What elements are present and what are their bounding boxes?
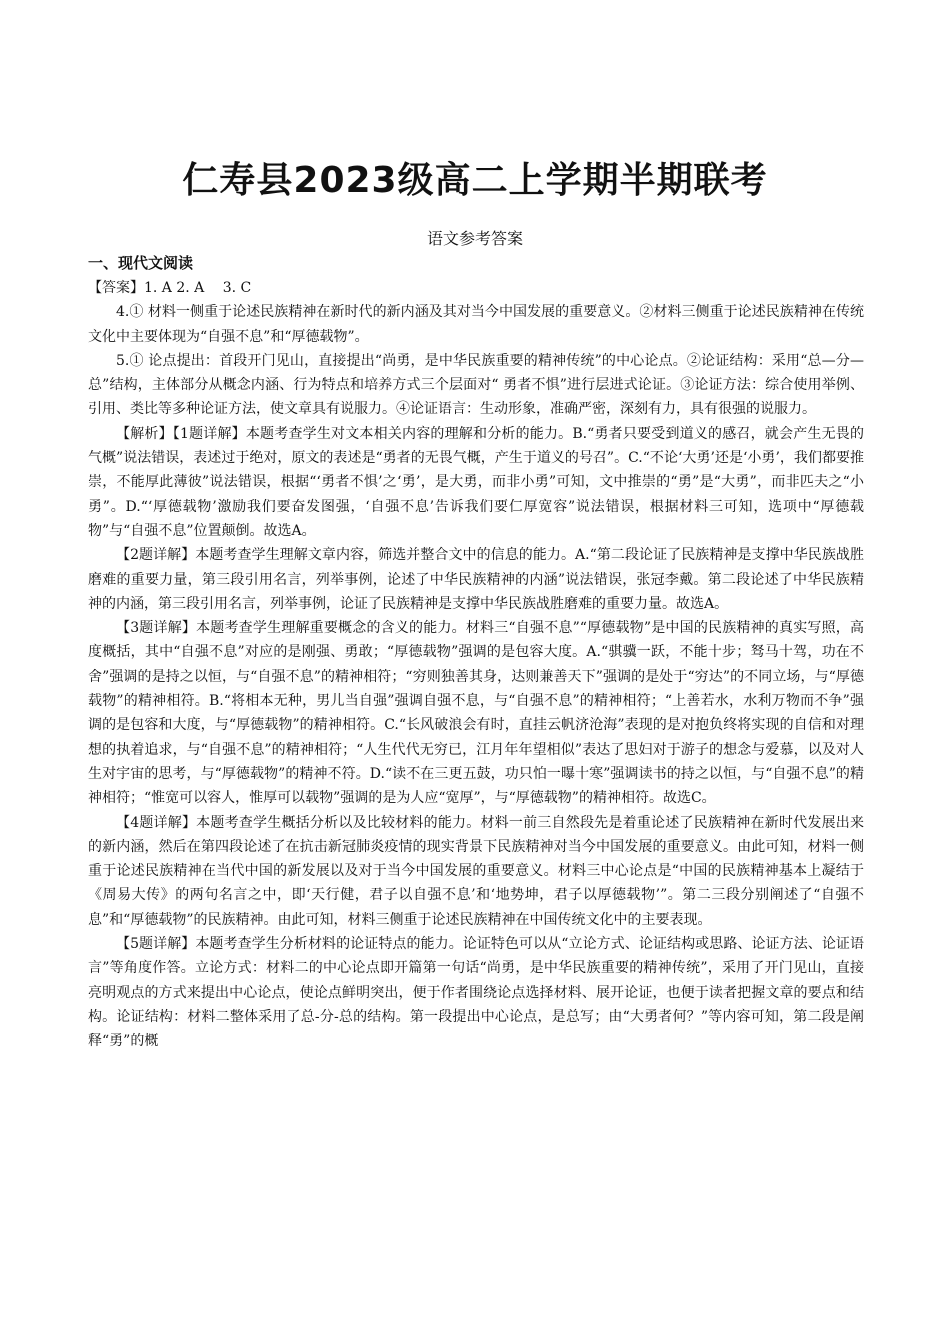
section-heading: 一、现代文阅读 xyxy=(88,254,194,272)
document-title: 仁寿县2023级高二上学期半期联考 xyxy=(182,160,768,201)
paragraph: 【3题详解】本题考查学生理解重要概念的含义的能力。材料三“自强不息”“厚德载物”是中国的民族精神的真实写照，高度概括，其中“自强不息”对应的是刚强、勇敢；“厚德载物”强调的是包容大度。A.“骐骥一跃，不能十步；驽马十驾，功在不舍”强调的是持之以恒，与“自强不息”的精神相符；“穷则独善其身，达则兼善天下”强调的是处于“穷达”的不同立场，与“厚德载物”的精神相符。B.“将相本无种，男儿当自强”强调自强不息，与“自强不息”的精神相符；“上善若水，水利万物而不争”强调的是包容和大度，与“厚德载物”的精神相符。C.“长风破浪会有时，直挂云帆济沧海”表现的是对抱负终将实现的自信和对理想的执着追求，与“自强不息”的精神相符；“人生代代无穷已，江月年年望相似”表达了思妇对于游子的想念与爱慕，以及对人生对宇宙的思考，与“厚德载物”的精神不符。D.“读不在三更五鼓，功只怕一曝十寒”强调读书的持之以恒，与“自强不息”的精神相符；“惟宽可以容人，惟厚可以载物”强调的是为人应“宽厚”，与“厚德载物”的精神相符。故选C。 xyxy=(88,620,864,807)
paragraph: 4.① 材料一侧重于论述民族精神在新时代的新内涵及其对当今中国发展的重要意义。②材料三侧重于论述民族精神在传统文化中主要体现为“自强不息”和“厚德载物”。 xyxy=(88,304,864,345)
document-body xyxy=(88,276,864,1054)
paragraph: 【解析】【1题详解】本题考查学生对文本相关内容的理解和分析的能力。B.“勇者只要受到道义的感召，就会产生无畏的气概”说法错误，表述过于绝对，原文的表述是“勇者的无畏气概，产生于道义的号召”。C.“不论‘大勇’还是‘小勇’，我们都要推崇，不能厚此薄彼”说法错误，根据“‘勇者不惧’之‘勇’，是大勇，而非小勇”可知，文中推崇的“勇”是“大勇”，而非匹夫之“小勇”。D.“‘厚德载物’激励我们要奋发图强，‘自强不息’告诉我们要仁厚宽容”说法错误，根据材料三可知，选项中“厚德载物”与“自强不息”位置颠倒。故选A。 xyxy=(88,425,864,539)
paragraph: 【4题详解】本题考查学生概括分析以及比较材料的能力。材料一前三自然段先是着重论述了民族精神在新时代发展出来的新内涵，然后在第四段论述了在抗击新冠肺炎疫情的现实背景下民族精神对当今中国发展的重要意义。由此可知，材料一侧重于论述民族精神在当代中国的新发展以及对于当今中国发展的重要意义。材料三中心论点是“中国的民族精神基本上凝结于《周易大传》的两句名言之中，即‘天行健，君子以自强不息’和‘地势坤，君子以厚德载物’”。第二三段分别阐述了“自强不息”和“厚德载物”的民族精神。由此可知，材料三侧重于论述民族精神在中国传统文化中的主要表现。 xyxy=(88,814,864,928)
paragraph: 【2题详解】本题考查学生理解文章内容，筛选并整合文中的信息的能力。A.“第二段论证了民族精神是支撑中华民族战胜磨难的重要力量，第三段引用名言，列举事例，论述了中华民族精神的内涵”说法错误，张冠李戴。第二段论述了中华民族精神的内涵，第三段引用名言，列举事例，论证了民族精神是支撑中华民族战胜磨难的重要力量。故选A。 xyxy=(88,547,864,612)
paragraph: 【5题详解】本题考查学生分析材料的论证特点的能力。论证特色可以从“立论方式、论证结构或思路、论证方法、论证语言”等角度作答。立论方式：材料二的中心论点即开篇第一句话“尚勇，是中华民族重要的精神传统”，采用了开门见山，直接亮明观点的方式来提出中心论点，使论点鲜明突出，便于作者围绕论点选择材料、展开论证，也便于读者把握文章的要点和结构。论证结构：材料二整体采用了总-分-总的结构。第一段提出中心论点，是总写；由“大勇者何？”等内容可知，第二段是阐释“勇”的概 xyxy=(88,936,864,1050)
paragraph: 5.① 论点提出：首段开门见山，直接提出“尚勇，是中华民族重要的精神传统”的中心论点。②论证结构：采用“总—分—总”结构，主体部分从概念内涵、行为特点和培养方式三个层面对“ 勇者不惧”进行层进式论证。③论证方法：综合使用举例、引用、类比等多种论证方法，使文章具有说服力。④论证语言：生动形象，准确严密，深刻有力，具有很强的说服力。 xyxy=(88,352,864,418)
document-subtitle: 语文参考答案 xyxy=(426,229,523,248)
answers-line: 【答案】1. A 2. A 3. C xyxy=(88,280,252,296)
